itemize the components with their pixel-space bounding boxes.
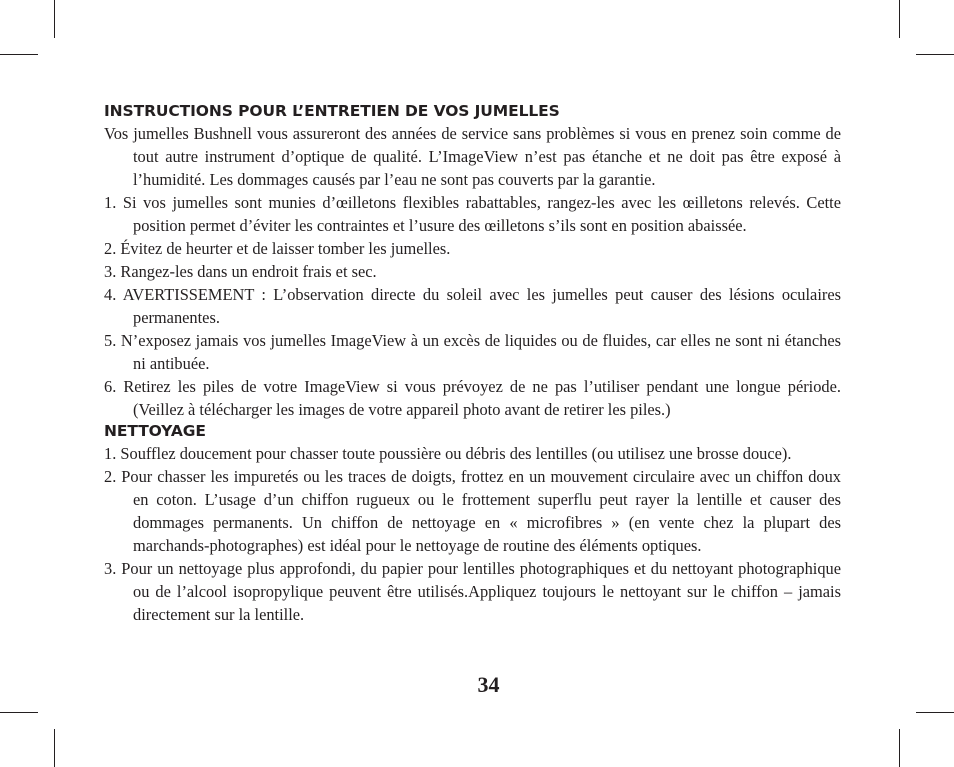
cleaning-item-3: 3. Pour un nettoyage plus approfondi, du papier pour lentilles photographiques et du nettoyant photographique ou de l’alcool isopropylique peuvent être utilisés.Appliquez toujours le nettoyant sur le chiffon – jamais directement sur la lentille. <box>104 559 841 624</box>
cleaning-item-1: 1. Soufflez doucement pour chasser toute poussière ou débris des lentilles (ou utilisez une brosse douce). <box>104 444 792 463</box>
section-heading-care: INSTRUCTIONS POUR L’ENTRETIEN DE VOS JUMELLES <box>104 102 560 120</box>
crop-mark-top-right-horizontal <box>916 54 954 55</box>
cleaning-item-2: 2. Pour chasser les impuretés ou les traces de doigts, frottez en un mouvement circulaire avec un chiffon doux en coton. L’usage d’un chiffon rugueux ou le frottement superflu peut rayer la lentille et causer des dommages permanents. Un chiffon de nettoyage en « microfibres » (en vente chez la plupart des marchands-photographes) est idéal pour le nettoyage de routine des éléments optiques. <box>104 467 841 555</box>
crop-mark-bottom-right-horizontal <box>916 712 954 713</box>
care-item-2: 2. Évitez de heurter et de laisser tomber les jumelles. <box>104 239 451 258</box>
crop-mark-top-left-vertical <box>54 0 55 38</box>
section-heading-cleaning: NETTOYAGE <box>104 422 206 440</box>
crop-mark-bottom-left-vertical <box>54 729 55 767</box>
page-number: 34 <box>477 672 500 697</box>
crop-mark-bottom-right-vertical <box>899 729 900 767</box>
care-item-3: 3. Rangez-les dans un endroit frais et sec. <box>104 262 377 281</box>
crop-mark-bottom-left-horizontal <box>0 712 38 713</box>
care-item-5: 5. N’exposez jamais vos jumelles ImageView à un excès de liquides ou de fluides, car elles ne sont ni étanches ni antibuée. <box>104 331 841 373</box>
page-content <box>104 101 841 626</box>
crop-mark-top-left-horizontal <box>0 54 38 55</box>
care-intro-paragraph: Vos jumelles Bushnell vous assureront des années de service sans problèmes si vous en prenez soin comme de tout autre instrument d’optique de qualité. L’ImageView n’est pas étanche et ne doit pas être exposé à l’humidité. Les dommages causés par l’eau ne sont pas couverts par la garantie. <box>104 124 841 189</box>
care-item-1: 1. Si vos jumelles sont munies d’œilletons flexibles rabattables, rangez-les avec les œilletons relevés. Cette position permet d’éviter les contraintes et l’usure des œilletons s’ils sont en position abaissée. <box>104 193 841 235</box>
care-item-4: 4. AVERTISSEMENT : L’observation directe du soleil avec les jumelles peut causer des lésions oculaires permanentes. <box>104 285 841 327</box>
crop-mark-top-right-vertical <box>899 0 900 38</box>
care-item-6: 6. Retirez les piles de votre ImageView si vous prévoyez de ne pas l’utiliser pendant une longue période. (Veillez à télécharger les images de votre appareil photo avant de retirer les piles.) <box>104 377 841 419</box>
